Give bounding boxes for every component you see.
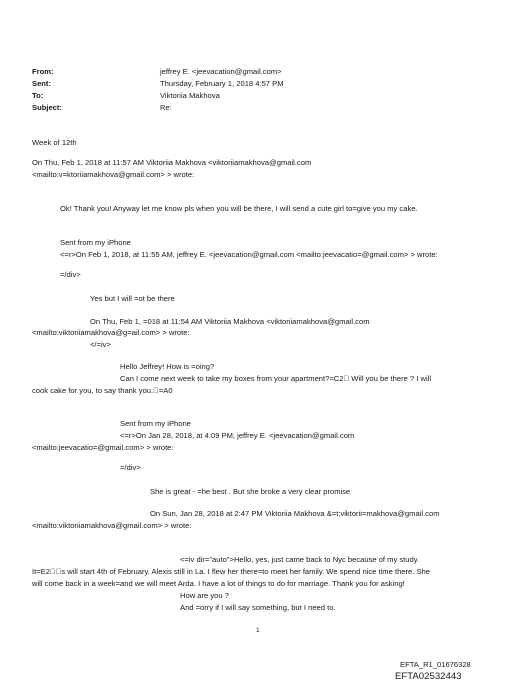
page-number: 1 (256, 627, 260, 634)
body-line: Sent from my iPhone (120, 419, 191, 428)
body-line: She is great - =he best . But she broke a very clear promise (150, 487, 351, 496)
to-label: To: (32, 91, 44, 100)
footer-id-primary: EFTA_R1_01676328 (400, 660, 471, 669)
body-line: <=r>On Feb 1, 2018, at 11:55 AM, jeffrey E. <jeevacation@gmail.com <mailto:jeevacatio=@gmail.com> > wrote: (60, 250, 438, 259)
body-line: <=r>On Jan 28, 2018, at 4:09 PM, jeffrey E. <jeevacation@gmail.com (120, 431, 355, 440)
body-line: =/div> (120, 463, 141, 472)
body-line: =/div> (60, 270, 81, 279)
body-line: </=iv> (90, 340, 111, 349)
body-line: On Sun, Jan 28, 2018 at 2:47 PM Viktoriia Makhova &=t;viktorii=makhova@gmail.com (150, 509, 440, 518)
body-line: Sent from my iPhone (60, 238, 131, 247)
subject-value: Re: (160, 103, 172, 112)
body-line: Ok! Thank you! Anyway let me know pls when you will be there, I will send a cute girl to=give you my cake. (60, 204, 418, 213)
to-value: Viktoriia Makhova (160, 91, 220, 100)
body-line: On Thu, Feb 1, =018 at 11:54 AM Viktoriia Makhova <viktoriiamakhova@gmail.com (90, 317, 370, 326)
footer-id-secondary: EFTA02532443 (395, 671, 462, 682)
body-line: Hello Jeffrey! How is =oing? (120, 362, 215, 371)
from-label: From: (32, 67, 54, 76)
sent-value: Thursday, February 1, 2018 4:57 PM (160, 79, 284, 88)
body-line: It=E2  s will start 4th of February. Alexis still in La. I flew her there=to meet her family. We spend nice time there. She (32, 567, 430, 576)
body-line: Week of 12th (32, 138, 77, 147)
body-line: <mailto:jeevacatio=@gmail.com> > wrote: (32, 443, 174, 452)
body-line: Can I come next week to take my boxes from your apartment?=C2  Will you be there ? I will (120, 374, 432, 383)
from-value: jeffrey E. <jeevacation@gmail.com> (160, 67, 282, 76)
body-line: And =orry if I will say something, but I need to. (180, 603, 336, 612)
body-line: Yes but I will =ot be there (90, 294, 175, 303)
body-line: <mailto:viktoriiamakhova@gmail.com> > wrote: (32, 521, 192, 530)
body-line: On Thu, Feb 1, 2018 at 11:57 AM Viktoriia Makhova <viktoriiamakhova@gmail.com (32, 158, 312, 167)
body-line: will come back in a week=and we will meet Arda. I have a lot of things to do for marriage. Thank you for asking! (32, 579, 405, 588)
body-line: <mailto:v=ktoriiamakhova@gmail.com> > wrote: (32, 170, 195, 179)
body-line: <mailto:viktoriiamakhova@g=ail.com> > wrote: (32, 328, 190, 337)
body-line: <=iv dir="auto">Hello, yes, just came back to Nyc because of my study. (180, 555, 420, 564)
sent-label: Sent: (32, 79, 51, 88)
body-line: How are you ? (180, 591, 229, 600)
subject-label: Subject: (32, 103, 62, 112)
body-line: cook cake for you, to say thank you. =A0 (32, 386, 173, 395)
